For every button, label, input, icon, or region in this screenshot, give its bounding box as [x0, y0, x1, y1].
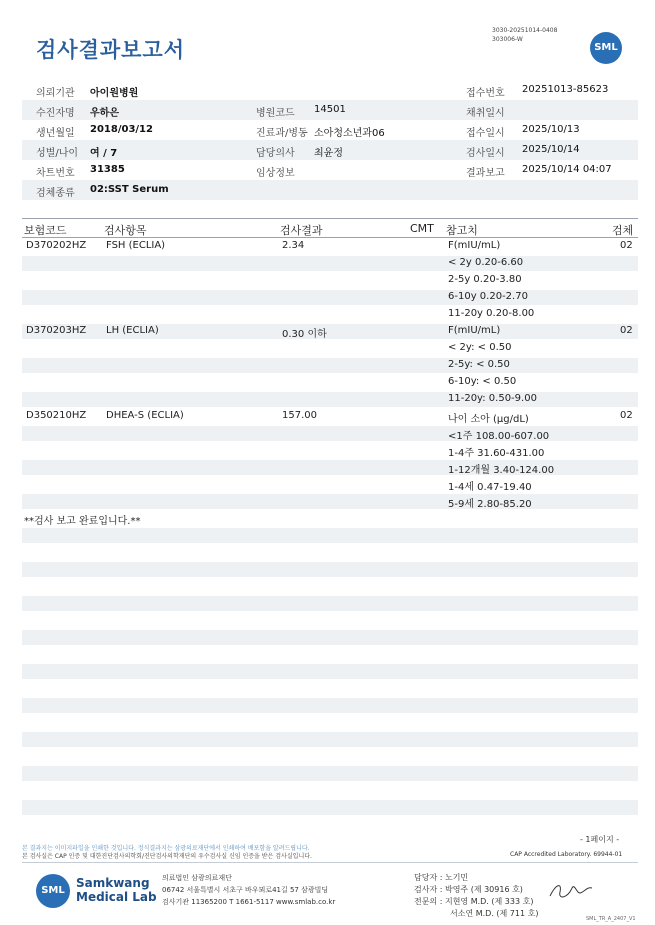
info-label: 성별/나이 [36, 148, 79, 159]
result-reference-line: 1-12개월 3.40-124.00 [448, 465, 555, 476]
info-value: 20251013-85623 [522, 84, 609, 95]
info-label: 검사일시 [466, 148, 505, 159]
row-stripe [22, 664, 638, 679]
result-reference-line: 6-10y 0.20-2.70 [448, 291, 528, 302]
info-label: 채취일시 [466, 108, 505, 119]
row-stripe [22, 698, 638, 713]
result-reference-line: 5-9세 2.80-85.20 [448, 499, 532, 510]
col-code: 보험코드 [24, 224, 67, 237]
sml-logo: SML [590, 32, 622, 64]
result-reference-line: 11-20y 0.20-8.00 [448, 308, 535, 319]
row-stripe [22, 562, 638, 577]
result-specimen: 02 [620, 410, 633, 421]
col-cmt: CMT [410, 222, 434, 235]
col-result: 검사결과 [280, 224, 323, 237]
results-header [22, 218, 638, 238]
row-stripe [22, 290, 638, 305]
result-reference-line: <1주 108.00-607.00 [448, 431, 550, 442]
info-value: 2025/10/14 04:07 [522, 164, 612, 175]
info-label: 접수번호 [466, 88, 505, 99]
info-label: 진료과/병동 [256, 128, 308, 139]
result-reference-line: 나이 소아 (µg/dL) [448, 414, 529, 425]
org-contact: 검사기관 11365200 T 1661-5117 www.smlab.co.kr [162, 898, 336, 906]
info-value: 2025/10/13 [522, 124, 580, 135]
accreditation-notice: 본 검사실은 CAP 인증 및 대한진단검사의학회/진단검사의학재단의 우수검사실 신임 인증을 받은 검사실입니다. [22, 853, 312, 860]
info-value: 최윤정 [314, 148, 343, 159]
result-reference-line: 6-10y: < 0.50 [448, 376, 517, 387]
result-item: FSH (ECLIA) [106, 240, 166, 251]
result-code: D350210HZ [26, 410, 87, 421]
image-notice: 본 결과지는 이미지파일을 인쇄한 것입니다. 정식결과지는 삼광의료재단에서 인쇄하여 배포함을 알려드립니다. [22, 845, 310, 852]
col-reference: 참고치 [446, 224, 478, 237]
result-specimen: 02 [620, 240, 633, 251]
form-code: SML_TR_A_2407_V1 [586, 916, 636, 922]
result-reference-line: 1-4세 0.47-19.40 [448, 482, 532, 493]
info-value: 아이원병원 [90, 88, 139, 99]
result-code: D370203HZ [26, 325, 87, 336]
info-value: 우하은 [90, 108, 119, 119]
result-reference-line: 2-5y: < 0.50 [448, 359, 510, 370]
document-codes [492, 26, 557, 44]
sml-footer-logo: SML [36, 874, 70, 908]
staff-specialist-1: 전문의 : 지현영 M.D. (제 333 호) [414, 897, 534, 906]
result-item: DHEA-S (ECLIA) [106, 410, 184, 421]
info-row [22, 160, 638, 180]
row-stripe [22, 766, 638, 781]
info-label: 생년월일 [36, 128, 75, 139]
info-value: 31385 [90, 164, 125, 175]
result-item: LH (ECLIA) [106, 325, 159, 336]
info-label: 결과보고 [466, 168, 505, 179]
info-label: 검체종류 [36, 188, 75, 199]
staff-specialist-2: 서소연 M.D. (제 711 호) [450, 909, 539, 918]
result-specimen: 02 [620, 325, 633, 336]
org-address: 06742 서울특별시 서초구 바우뫼로41길 57 삼광빌딩 [162, 886, 329, 894]
row-stripe [22, 596, 638, 611]
info-row [22, 140, 638, 160]
doc-code-1: 3030-20251014-0408 [492, 27, 558, 34]
info-label: 임상정보 [256, 168, 295, 179]
info-value: 2025/10/14 [522, 144, 580, 155]
row-stripe [22, 358, 638, 373]
info-label: 수진자명 [36, 108, 75, 119]
result-reference-line: < 2y 0.20-6.60 [448, 257, 524, 268]
cap-accreditation: CAP Accredited Laboratory. 69944-01 [510, 851, 623, 858]
row-stripe [22, 800, 638, 815]
result-reference-line: 11-20y: 0.50-9.00 [448, 393, 537, 404]
brand-name [76, 876, 157, 904]
doc-code-2: 303006-W [492, 36, 523, 43]
result-result: 157.00 [282, 410, 317, 421]
row-stripe [22, 732, 638, 747]
report-title: 검사결과보고서 [36, 38, 186, 62]
page-number: - 1페이지 - [580, 835, 620, 844]
row-stripe [22, 392, 638, 407]
signature [548, 878, 594, 907]
staff-info [414, 872, 538, 920]
info-label: 차트번호 [36, 168, 75, 179]
org-name: 의료법인 삼광의료재단 [162, 874, 232, 882]
info-value: 14501 [314, 104, 346, 115]
result-result: 2.34 [282, 240, 305, 251]
result-reference-line: 2-5y 0.20-3.80 [448, 274, 522, 285]
info-label: 병원코드 [256, 108, 295, 119]
info-label: 담당의사 [256, 148, 295, 159]
col-specimen: 검체 [612, 224, 634, 237]
info-label: 의뢰기관 [36, 88, 75, 99]
result-reference-line: F(mIU/mL) [448, 325, 501, 336]
row-stripe [22, 528, 638, 543]
result-code: D370202HZ [26, 240, 87, 251]
footer-divider [22, 862, 638, 863]
signature-scribble [548, 878, 594, 904]
info-row [22, 80, 638, 100]
row-stripe [22, 256, 638, 271]
info-value: 2018/03/12 [90, 124, 153, 135]
completion-note: **검사 보고 완료입니다.** [24, 516, 141, 527]
staff-tester: 검사자 : 박영주 (제 30916 호) [414, 885, 523, 894]
info-row [22, 100, 638, 120]
result-reference-line: F(mIU/mL) [448, 240, 501, 251]
result-reference-line: < 2y: < 0.50 [448, 342, 512, 353]
info-row [22, 180, 638, 200]
info-label: 접수일시 [466, 128, 505, 139]
result-reference-line: 1-4주 31.60-431.00 [448, 448, 545, 459]
col-item: 검사항목 [104, 224, 147, 237]
info-value: 02:SST Serum [90, 184, 169, 195]
result-result: 0.30 이하 [282, 329, 327, 340]
info-row [22, 120, 638, 140]
organization-info [162, 872, 335, 908]
staff-manager: 담당자 : 노기민 [414, 873, 469, 882]
brand-line-1: Samkwang [76, 876, 150, 890]
info-value: 여 / 7 [90, 148, 118, 159]
info-value: 소아청소년과06 [314, 128, 385, 139]
brand-line-2: Medical Lab [76, 890, 157, 904]
row-stripe [22, 494, 638, 509]
row-stripe [22, 630, 638, 645]
